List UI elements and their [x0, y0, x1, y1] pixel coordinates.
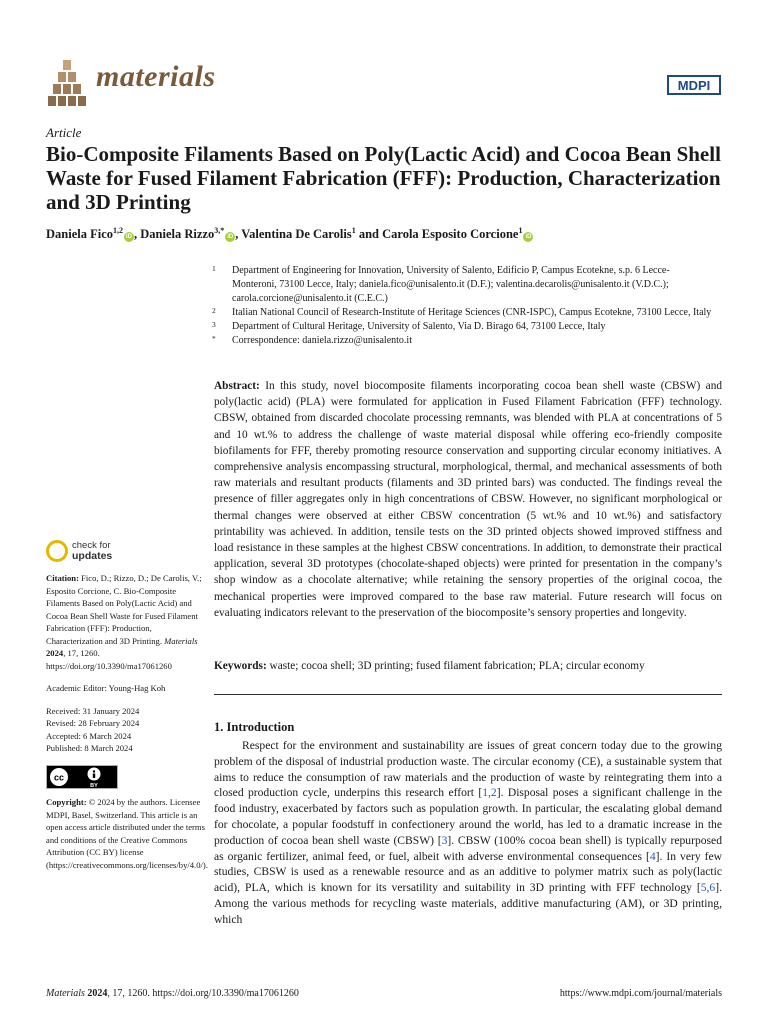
check-updates-icon	[46, 540, 68, 562]
keywords-text: waste; cocoa shell; 3D printing; fused filament fabrication; PLA; circular economy	[269, 660, 645, 672]
author-name: Daniela Rizzo	[140, 227, 215, 242]
svg-text:cc: cc	[53, 772, 65, 782]
intro-paragraph: Respect for the environment and sustainability are issues of great concern today due to the growing problem of the disposal of industrial production waste. The circular economy (CE), a sustainable system that aims to reduce the consumption of raw materials and the production of waste by reintegrating them into a closed production cycle, underpins this research effort [1,2]. Disposal poses a significant challenge in the food industry, exacerbated by factors such as population growth. In particular, the escalating global demand for chocolate, a popular foodstuff in confectionery around the world, has led to a dramatic increase in the production of cocoa bean shell waste (CBSW) [3]. CBSW (100% cocoa bean shell) is typically repurposed as organic fertilizer, animal feed, or fuel, albeit with adverse environmental consequences [4]. In very few studies, CBSW is used as a renewable resource and as an additive to polymer matrix such as poly(lactic acid), PLA, which is known for its versatility and suitability in 3D printing with FFF technology [5,6]. Among the various methods for recycling waste materials, additive manufacturing (AM), or 3D printing, which	[214, 739, 723, 926]
author-affiliation-marker: 3,*	[214, 226, 225, 235]
publisher-name: MDPI	[677, 78, 711, 93]
mdpi-logo	[664, 72, 724, 98]
date-line: Received: 31 January 2024	[46, 705, 140, 716]
author-affiliation-marker: 1,2	[113, 226, 124, 235]
citation-link[interactable]: 4	[649, 849, 656, 863]
author-name: Daniela Fico	[46, 227, 114, 242]
affiliation-text: Department of Cultural Heritage, University of Salento, Via D. Birago 64, 73100 Lecce, Italy	[232, 321, 606, 332]
check-for-updates-button[interactable]: check for updates	[46, 540, 206, 562]
keywords-label: Keywords:	[214, 660, 267, 672]
author-affiliation-marker: 1	[518, 226, 523, 235]
orcid-icon[interactable]: iD	[126, 234, 133, 241]
citation-block: Citation: Fico, D.; Rizzo, D.; De Carolis, V.; Esposito Corcione, C. Bio-Composite Filaments Based on Poly(Lactic Acid) and Cocoa Bean Shell Waste for Fused Filament Fabrication (FFF): Production, Characterization and 3D Printing. Materials 2024, 17, 1260. https://doi.org/10.3390/ma17061260	[46, 573, 202, 671]
journal-name: materials	[96, 60, 216, 93]
date-line: Revised: 28 February 2024	[46, 718, 140, 728]
divider	[214, 694, 722, 695]
affiliation-item	[212, 264, 712, 306]
author-name: Carola Esposito Corcione	[382, 227, 519, 242]
affiliation-number: 2	[212, 306, 216, 315]
orcid-icon[interactable]: iD	[227, 234, 234, 241]
citation-label: Citation:	[46, 573, 79, 583]
affiliation-item	[212, 320, 712, 334]
date-line: Published: 8 March 2024	[46, 743, 133, 753]
section-heading: 1. Introduction	[214, 720, 295, 734]
keywords	[214, 658, 722, 674]
affiliations	[212, 264, 712, 348]
citation-link[interactable]: 1,2	[482, 786, 497, 800]
abstract-label: Abstract:	[214, 380, 260, 392]
academic-editor: Academic Editor: Young-Hag Koh	[46, 683, 166, 693]
abstract	[214, 378, 722, 621]
article-type: Article	[46, 125, 82, 140]
date-line: Accepted: 6 March 2024	[46, 730, 132, 741]
svg-text:BY: BY	[90, 782, 98, 789]
affiliation-item	[212, 306, 712, 320]
sidebar	[46, 540, 206, 881]
affiliation-number: *	[212, 334, 216, 343]
copyright-block: Copyright: © 2024 by the authors. Licensee MDPI, Basel, Switzerland. This article is an open access article distributed under the terms and conditions of the Creative Commons Attribution (CC BY) license (https://creativecommons.org/licenses/by/4.0/).	[46, 797, 208, 870]
footer-journal-url[interactable]: https://www.mdpi.com/journal/materials	[559, 988, 722, 999]
author-list: Daniela Fico$^{1,2}$iD , Daniela Rizzo$^{3,*}$iD , Valentina De Carolis$^1$ and Carola Esposito Corcione$^1$iD	[46, 226, 532, 242]
materials-logo	[46, 58, 92, 108]
footer-citation: Materials 2024, 17, 1260. https://doi.org/10.3390/ma17061260	[46, 988, 299, 999]
affiliation-text: Correspondence: daniela.rizzo@unisalento.it	[232, 335, 412, 346]
cc-by-license-icon[interactable]	[46, 765, 118, 789]
citation-link[interactable]: 3	[441, 833, 448, 847]
author-affiliation-marker: 1	[351, 226, 356, 235]
copyright-label: Copyright:	[46, 797, 87, 807]
affiliation-number: 1	[212, 264, 216, 273]
affiliation-item	[212, 334, 712, 348]
citation-link[interactable]: 5,6	[700, 881, 716, 895]
affiliation-text: Italian National Council of Research-Institute of Heritage Sciences (CNR-ISPC), Campus Ecotekne, 73100 Lecce, Italy	[232, 307, 712, 318]
abstract-text: In this study, novel biocomposite filaments incorporating cocoa bean shell waste (CBSW) and poly(lactic acid) (PLA) were formulated for application in Fused Filament Fabrication (FFF) technology. CBSW, obtained from discarded chocolate processing remnants, was blended with PLA at concentrations of 5 and 10 wt.% to address the challenge of waste material disposal while offering eco-friendly composite biofilaments for FFF, thereby promoting resource conservation and supporting circular economy initiatives. A comprehensive analysis encompassing structural, morphological, thermal, and mechanical assessments of both raw materials and resultant products (filaments and 3D printed bars) was conducted. The findings reveal the presence of filler aggregates only in high concentrations of CBSW. However, no significant morphological or thermal changes were observed at either CBSW concentration (5 wt.% and 10 wt.%) and satisfactory printability was achieved. In addition, tensile tests on the 3D printed objects showed improved stiffness and load resistance in these samples at the highest CBSW concentrations. In addition, to demonstrate their practical application, several 3D prototypes (chocolate-shaped objects) were printed for presentation in the company’s shop window as a chocolate alternative; while retaining the sensory properties of the original cocoa, the mechanical properties were improved compared to the base raw material. Future research will focus on evaluating indicators relevant to the preservation of the biocomposite’s sensory properties and longevity.	[214, 380, 722, 619]
page-footer	[46, 988, 722, 999]
article-title: Bio-Composite Filaments Based on Poly(Lactic Acid) and Cocoa Bean Shell Waste for Fused Filament Fabrication (FFF): Production, Characterization and 3D Printing	[46, 142, 721, 214]
orcid-icon[interactable]: iD	[525, 234, 532, 241]
affiliation-text: Department of Engineering for Innovation, University of Salento, Edificio P, Campus Ecotekne, s.p. 6 Lecce-Monteroni, 73100 Lecce, Italy; daniela.fico@unisalento.it (D.F.); valentina.decarolis@unisalento.it (V.D.C.); carola.corcione@unisalento.it (C.E.C.)	[232, 265, 670, 304]
author-name: Valentina De Carolis	[241, 227, 352, 242]
dates-block	[46, 705, 206, 755]
affiliation-number: 3	[212, 320, 216, 329]
